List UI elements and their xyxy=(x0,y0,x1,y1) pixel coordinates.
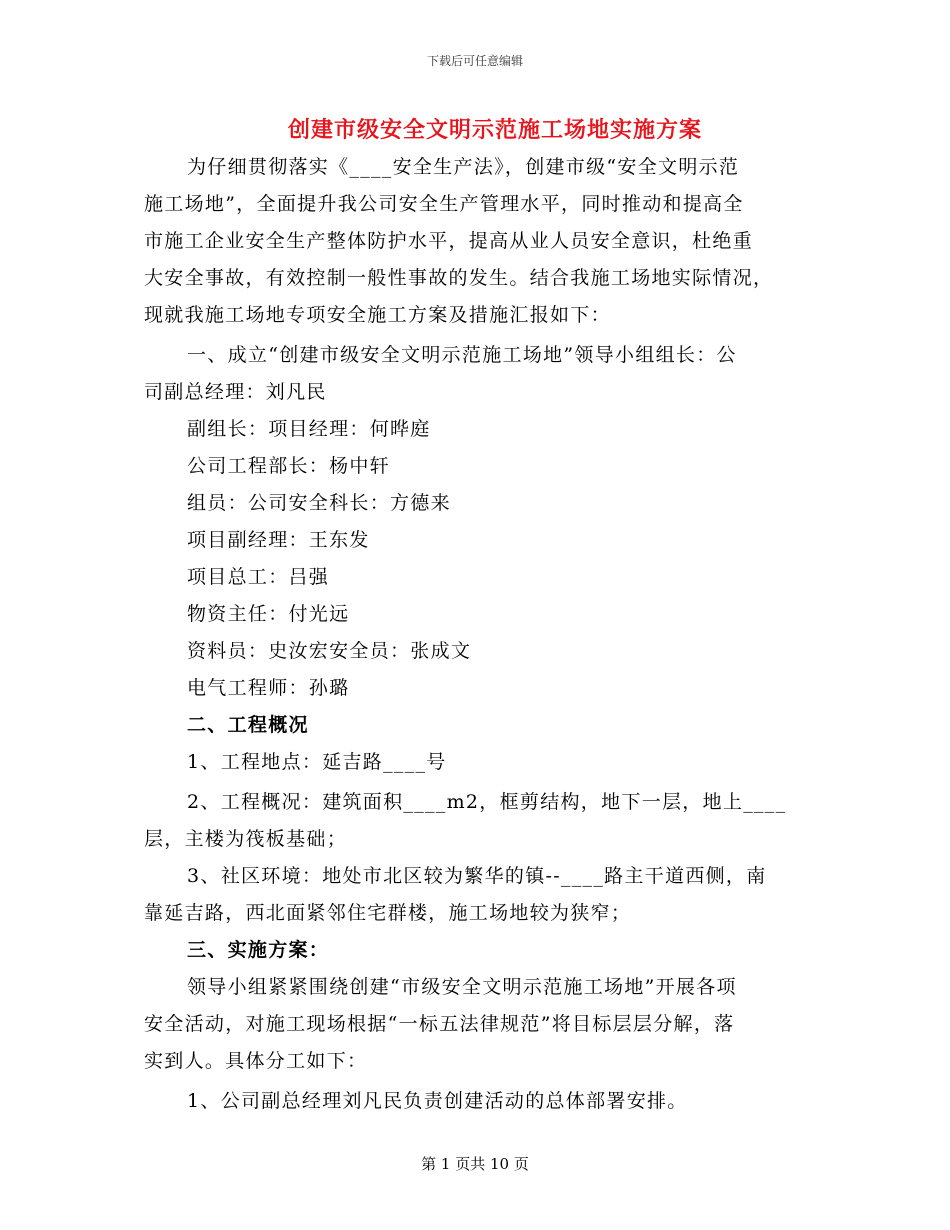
paragraph-line: 一、成立“创建市级安全文明示范施工场地”领导小组组长：公 xyxy=(187,344,737,366)
document-title: 创建市级安全文明示范施工场地实施方案 xyxy=(287,117,702,143)
paragraph-line: 实到人。具体分工如下： xyxy=(144,1050,368,1072)
paragraph-line: 市施工企业安全生产整体防护水平，提高从业人员安全意识，杜绝重 xyxy=(144,230,754,252)
list-item: 1、工程地点：延吉路____号 xyxy=(187,751,447,773)
list-item: 物资主任：付光远 xyxy=(187,603,350,625)
list-item: 组员：公司安全科长：方德来 xyxy=(187,492,451,514)
list-item: 项目总工：吕强 xyxy=(187,566,330,588)
list-item: 1、公司副总经理刘凡民负责创建活动的总体部署安排。 xyxy=(187,1090,688,1112)
paragraph-line: 领导小组紧紧围绕创建“市级安全文明示范施工场地”开展各项 xyxy=(187,976,737,998)
list-item: 副组长：项目经理：何晔庭 xyxy=(187,418,431,440)
paragraph-line: 为仔细贯彻落实《____安全生产法》，创建市级“安全文明示范 xyxy=(187,156,740,178)
list-item: 项目副经理：王东发 xyxy=(187,529,370,551)
paragraph-line: 安全活动，对施工现场根据“一标五法律规范”将目标层层分解，落 xyxy=(144,1013,735,1035)
section-heading: 三、实施方案： xyxy=(187,939,330,961)
list-item: 资料员：史汝宏安全员：张成文 xyxy=(187,640,472,662)
list-item: 电气工程师：孙璐 xyxy=(187,677,350,699)
paragraph-line: 施工场地”，全面提升我公司安全生产管理水平，同时推动和提高全 xyxy=(144,193,744,215)
paragraph-line: 大安全事故，有效控制一般性事故的发生。结合我施工场地实际情况， xyxy=(144,267,774,289)
paragraph-line: 层，主楼为筏板基础； xyxy=(144,828,348,850)
paragraph-line: 现就我施工场地专项安全施工方案及措施汇报如下： xyxy=(144,304,611,326)
paragraph-line: 2、工程概况：建筑面积____m2，框剪结构，地下一层，地上____ xyxy=(187,791,787,813)
paragraph-line: 3、社区环境：地处市北区较为繁华的镇--____路主干道西侧，南 xyxy=(187,865,767,887)
page-number: 第 1 页共 10 页 xyxy=(421,1155,529,1173)
page-header-note: 下载后可任意编辑 xyxy=(426,54,523,68)
paragraph-line: 司副总经理：刘凡民 xyxy=(144,381,327,403)
section-heading: 二、工程概况 xyxy=(187,714,309,736)
paragraph-line: 靠延吉路，西北面紧邻住宅群楼，施工场地较为狭窄； xyxy=(144,902,632,924)
list-item: 公司工程部长：杨中轩 xyxy=(187,455,391,477)
